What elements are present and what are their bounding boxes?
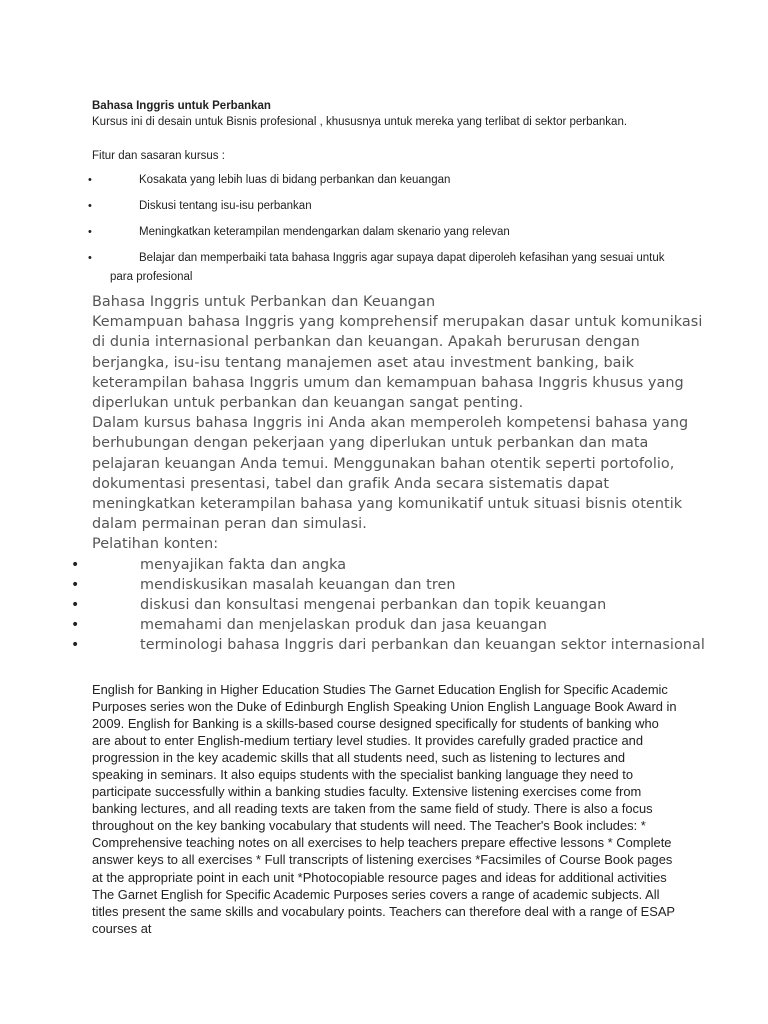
english-paragraph: English for Banking in Higher Education Studies The Garnet Education English for Specific Academic Purposes series won the Duke of Edinburgh English Speaking Union English Language Book Award in 2009. English for Banking is a skills-based course designed specifically for students of banking who are about to enter English-medium tertiary level studies. It provides carefully graded practice and progression in the key academic skills that all students need, such as listening to lectures and speaking in seminars. It also equips students with the specialist banking language they need to participate successfully within a banking studies faculty. Extensive listening exercises come from banking lectures, and all reading texts are taken from the same field of study. There is also a focus throughout on the key banking vocabulary that students will need. The Teacher's Book includes: * Comprehensive teaching notes on all exercises to help teachers prepare effective lessons * Complete answer keys to all exercises * Full transcripts of listening exercises *Facsimiles of Course Book pages at the appropriate point in each unit *Photocopiable resource pages and ideas for additional activities The Garnet English for Specific Academic Purposes series covers a range of academic subjects. All titles present the same skills and vocabulary points. Teachers can therefore deal with a range of ESAP courses at <box>92 682 677 936</box>
bullet-icon: • <box>88 252 92 264</box>
bullet-icon: • <box>71 576 80 593</box>
bullet-icon: • <box>71 616 80 633</box>
features-list <box>88 172 712 285</box>
content-heading: Pelatihan konten: <box>92 536 219 553</box>
bullet-icon: • <box>71 556 80 573</box>
list-item-text: memahami dan menjelaskan produk dan jasa keuangan <box>140 616 547 633</box>
list-item-text: mendiskusikan masalah keuangan dan tren <box>140 576 456 593</box>
list-item-text: terminologi bahasa Inggris dari perbankan dan keuangan sektor internasional <box>140 636 705 653</box>
list-item-text: Meningkatkan keterampilan mendengarkan dalam skenario yang relevan <box>139 226 510 238</box>
list-item <box>71 555 712 575</box>
list-item <box>71 575 712 595</box>
course-title: Bahasa Inggris untuk Perbankan <box>92 100 271 112</box>
list-item-text: Belajar dan memperbaiki tata bahasa Inggris agar supaya dapat diperoleh kefasihan yang sesuai untuk <box>139 252 665 264</box>
english-description-section <box>92 681 677 937</box>
course-overview-section <box>88 98 712 295</box>
list-item <box>88 224 712 240</box>
list-item-continuation: para profesional <box>110 271 193 283</box>
paragraph-competence: Kemampuan bahasa Inggris yang komprehensif merupakan dasar untuk komunikasi di dunia internasional perbankan dan keuangan. Apakah berurusan dengan berjangka, isu-isu tentang manajemen aset atau investment banking, baik keterampilan bahasa Inggris umum dan kemampuan bahasa Inggris khusus yang diperlukan untuk perbankan dan keuangan sangat penting. <box>92 314 703 412</box>
list-item <box>88 172 712 188</box>
paragraph-course: Dalam kursus bahasa Inggris ini Anda akan memperoleh kompetensi bahasa yang berhubungan dengan pekerjaan yang diperlukan untuk perbankan dan mata pelajaran keuangan Anda temui. Menggunakan bahan otentik seperti portofolio, dokumentasi presentasi, tabel dan grafik Anda secara sistematis dapat meningkatkan keterampilan bahasa yang komunikatif untuk situasi bisnis otentik dalam permainan peran dan simulasi. <box>92 415 689 533</box>
list-item <box>71 615 712 635</box>
banking-finance-section <box>71 292 712 655</box>
list-item-text: Kosakata yang lebih luas di bidang perbankan dan keuangan <box>139 174 451 186</box>
bullet-icon: • <box>71 636 80 653</box>
content-list <box>71 555 712 655</box>
bullet-icon: • <box>88 226 92 238</box>
bullet-icon: • <box>71 596 80 613</box>
list-item <box>88 198 712 214</box>
list-item <box>71 635 712 655</box>
list-item <box>71 595 712 615</box>
list-item-text: menyajikan fakta dan angka <box>140 556 347 573</box>
course-intro: Kursus ini di desain untuk Bisnis profesional , khususnya untuk mereka yang terlibat di sektor perbankan. <box>92 116 628 128</box>
list-item-text: Diskusi tentang isu-isu perbankan <box>139 200 312 212</box>
section-title: Bahasa Inggris untuk Perbankan dan Keuangan <box>92 294 436 310</box>
list-item <box>88 250 712 285</box>
list-item-text: diskusi dan konsultasi mengenai perbankan dan topik keuangan <box>140 596 607 613</box>
features-heading: Fitur dan sasaran kursus : <box>92 150 225 162</box>
bullet-icon: • <box>88 174 92 186</box>
bullet-icon: • <box>88 200 92 212</box>
